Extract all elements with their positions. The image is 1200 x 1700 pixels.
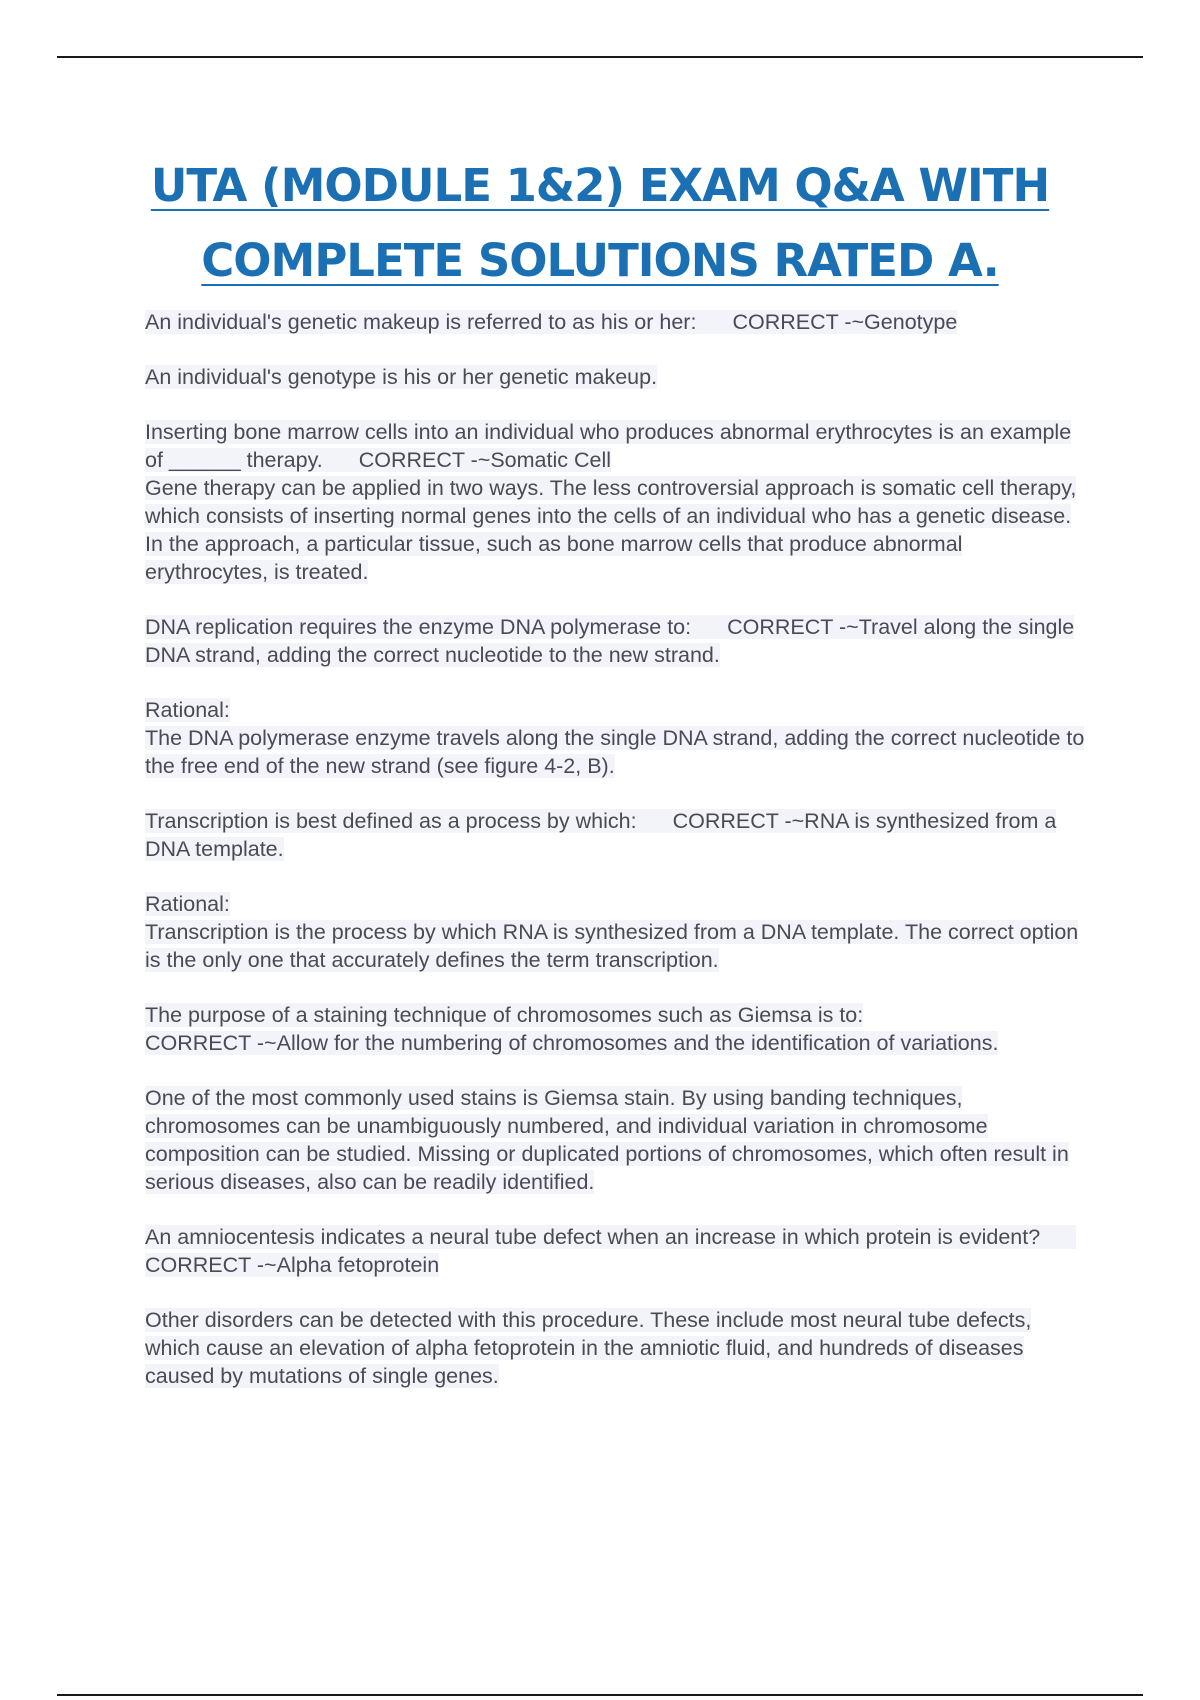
qa-question-6 <box>145 1223 1085 1279</box>
question-text: Transcription is best defined as a process by which: <box>145 809 637 833</box>
qa-explanation-5 <box>145 1084 1085 1196</box>
question-text: An amniocentesis indicates a neural tube defect when an increase in which protein is evident? <box>145 1225 1041 1249</box>
qa-question-2 <box>145 418 1085 474</box>
answer-text: CORRECT -~Alpha fetoprotein <box>145 1253 440 1277</box>
answer-text: CORRECT -~Somatic Cell <box>358 448 611 472</box>
document-body <box>145 308 1085 1417</box>
explanation-text: Other disorders can be detected with this procedure. These include most neural tube defects, which cause an elevation of alpha fetoprotein in the amniotic fluid, and hundreds of diseases caused by mutations of single genes. <box>145 1308 1032 1388</box>
qa-explanation-6 <box>145 1306 1085 1390</box>
qa-explanation-2 <box>145 474 1085 586</box>
answer-text: CORRECT -~Allow for the numbering of chromosomes and the identification of variations. <box>145 1031 999 1055</box>
answer-text: CORRECT -~RNA is synthesized from a DNA template. <box>145 809 1057 861</box>
explanation-text: The DNA polymerase enzyme travels along the single DNA strand, adding the correct nucleotide to the free end of the new strand (see figure 4-2, B). <box>145 726 1085 778</box>
question-text: An individual's genetic makeup is referred to as his or her: <box>145 310 697 334</box>
qa-question-1 <box>145 308 1085 336</box>
rationale-label: Rational: <box>145 698 230 722</box>
title-line-1: UTA (MODULE 1&2) EXAM Q&A WITH <box>150 159 1050 212</box>
title-line-2: COMPLETE SOLUTIONS RATED A. <box>201 234 999 287</box>
question-text: DNA replication requires the enzyme DNA polymerase to: <box>145 615 692 639</box>
qa-explanation-4 <box>145 890 1085 974</box>
rationale-label: Rational: <box>145 892 230 916</box>
explanation-text: One of the most commonly used stains is Giemsa stain. By using banding techniques, chromosomes can be unambiguously numbered, and individual variation in chromosome composition can be studied. Missing or duplicated portions of chromosomes, which often result in serious diseases, also can be readily identified. <box>145 1086 1069 1194</box>
document-title <box>0 148 1200 298</box>
answer-text: CORRECT -~Genotype <box>732 310 958 334</box>
question-text: Inserting bone marrow cells into an individual who produces abnormal erythrocytes is an example of ______ therapy. <box>145 420 1072 472</box>
answer-text: CORRECT -~Travel along the single DNA strand, adding the correct nucleotide to the new strand. <box>145 615 1075 667</box>
explanation-text: Gene therapy can be applied in two ways. The less controversial approach is somatic cell therapy, which consists of inserting normal genes into the cells of an individual who has a genetic disease. In the approach, a particular tissue, such as bone marrow cells that produce abnormal erythrocytes, is treated. <box>145 476 1077 584</box>
explanation-text: An individual's genotype is his or her genetic makeup. <box>145 365 658 389</box>
top-rule <box>57 56 1143 58</box>
qa-explanation-1 <box>145 363 1085 391</box>
qa-question-3 <box>145 613 1085 669</box>
qa-explanation-3 <box>145 696 1085 780</box>
explanation-text: Transcription is the process by which RNA is synthesized from a DNA template. The correct option is the only one that accurately defines the term transcription. <box>145 920 1079 972</box>
bottom-rule <box>57 1694 1143 1696</box>
qa-question-5 <box>145 1001 1085 1057</box>
qa-question-4 <box>145 807 1085 863</box>
question-text: The purpose of a staining technique of chromosomes such as Giemsa is to: <box>145 1003 864 1027</box>
